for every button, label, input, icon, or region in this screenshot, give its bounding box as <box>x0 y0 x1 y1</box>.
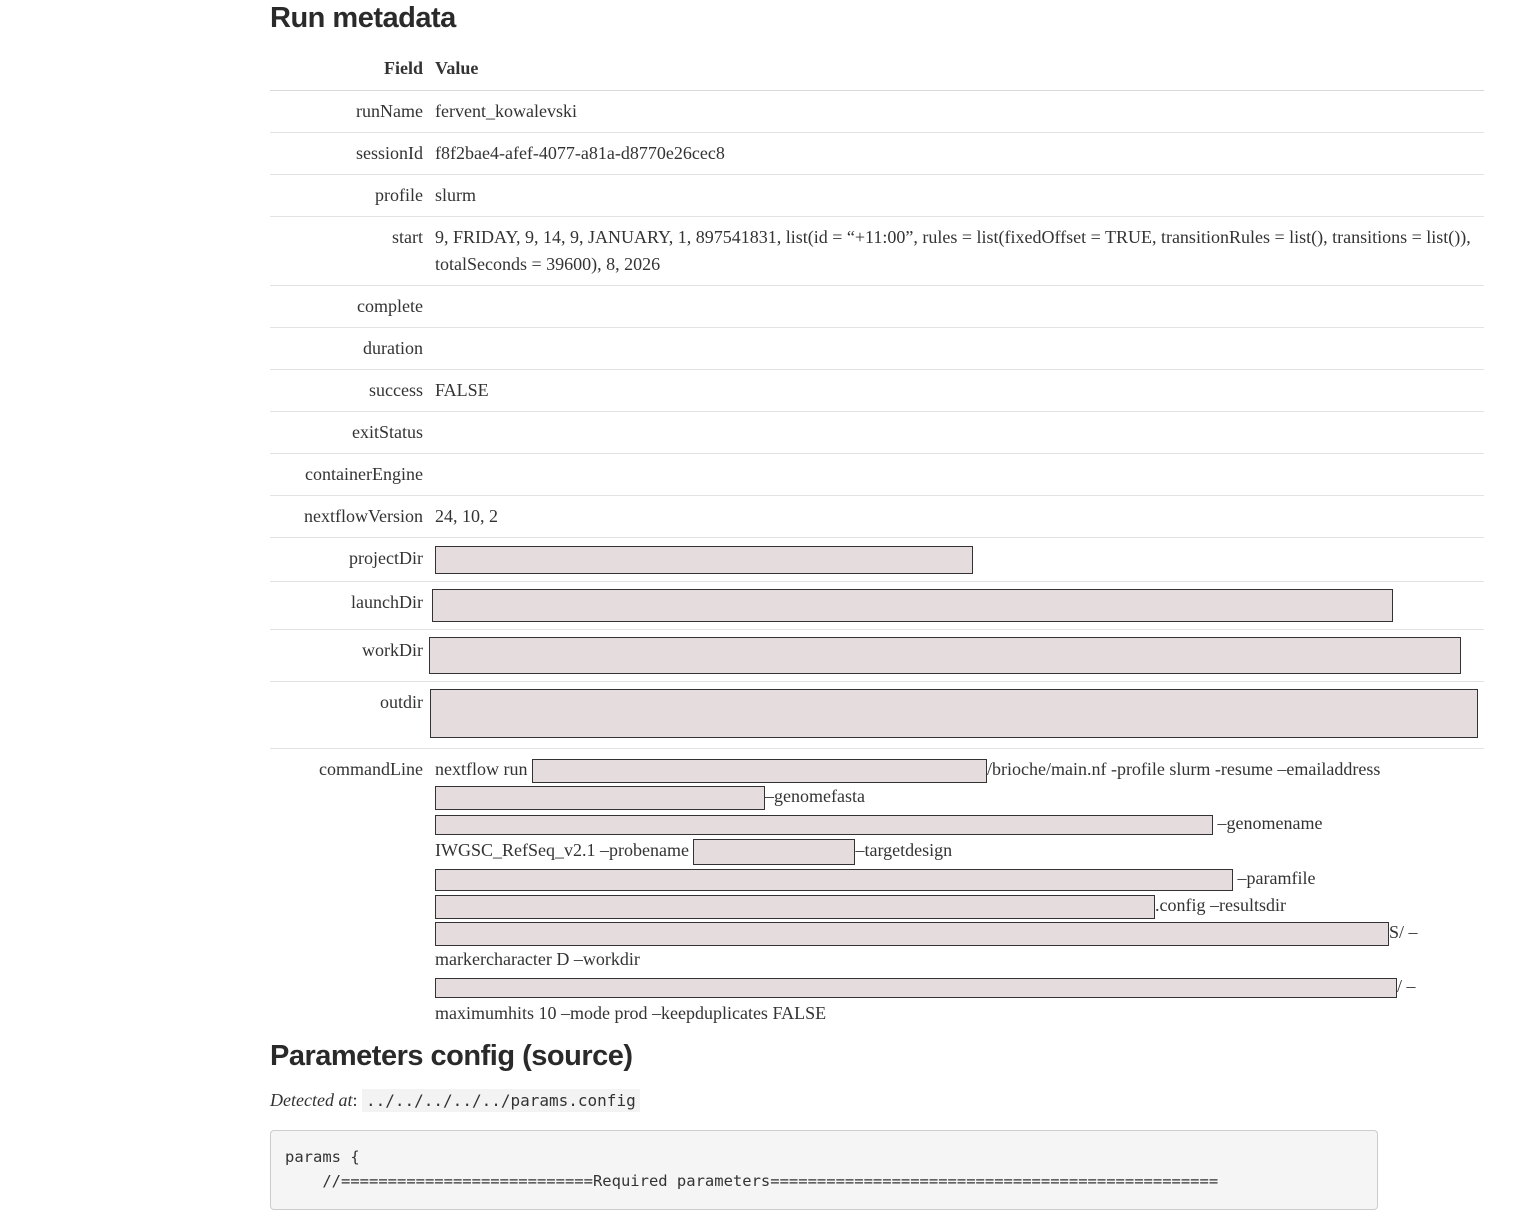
row-value <box>429 286 1484 328</box>
table-row <box>270 538 1484 582</box>
redaction-box <box>429 637 1461 674</box>
row-field: launchDir <box>270 581 429 629</box>
row-field: commandLine <box>270 748 429 1033</box>
header-field: Field <box>270 50 429 91</box>
row-value: 24, 10, 2 <box>429 496 1484 538</box>
table-row <box>270 454 1484 496</box>
detected-at-label: Detected at <box>270 1090 353 1110</box>
row-field: complete <box>270 286 429 328</box>
row-value: slurm <box>429 175 1484 217</box>
row-field: runName <box>270 91 429 133</box>
row-field: workDir <box>270 629 429 681</box>
redaction-box <box>532 759 987 783</box>
row-field: nextflowVersion <box>270 496 429 538</box>
table-row <box>270 286 1484 328</box>
code-line: params { <box>285 1148 360 1166</box>
row-value <box>429 581 1484 629</box>
metadata-table <box>270 50 1484 1034</box>
row-value: FALSE <box>429 370 1484 412</box>
table-row <box>270 629 1484 681</box>
command-line-text: nextflow run /brioche/main.nf -profile slurm -resume –emailaddress –genomefasta –genomename IWGSC_RefSeq_v2.1 –probename –targetdesign –paramfile .config –resultsdir S/ –markercharacter D –workdir / –maximumhits 10 –mode prod –keepduplicates FALSE <box>435 758 1418 1023</box>
table-row <box>270 496 1484 538</box>
redaction-box <box>435 895 1155 919</box>
row-field: projectDir <box>270 538 429 582</box>
redaction-box <box>435 815 1213 835</box>
row-value <box>429 681 1484 748</box>
table-row <box>270 748 1484 1033</box>
table-row <box>270 328 1484 370</box>
table-row <box>270 370 1484 412</box>
table-row <box>270 175 1484 217</box>
section-title-run-metadata: Run metadata <box>270 2 456 34</box>
row-value <box>429 412 1484 454</box>
table-row <box>270 217 1484 286</box>
row-value <box>429 328 1484 370</box>
redaction-box <box>432 589 1393 622</box>
row-field: profile <box>270 175 429 217</box>
table-row <box>270 681 1484 748</box>
table-header-row <box>270 50 1484 91</box>
row-field: exitStatus <box>270 412 429 454</box>
row-value: f8f2bae4-afef-4077-a81a-d8770e26cec8 <box>429 133 1484 175</box>
row-field: outdir <box>270 681 429 748</box>
table-row <box>270 133 1484 175</box>
row-field: success <box>270 370 429 412</box>
params-config-path: ../../../../../params.config <box>362 1089 640 1112</box>
row-value: 9, FRIDAY, 9, 14, 9, JANUARY, 1, 897541831, list(id = “+11:00”, rules = list(fixedOffset = TRUE, transitionRules = list(), transitions = list()), totalSeconds = 39600), 8, 2026 <box>429 217 1484 286</box>
header-value: Value <box>429 50 1484 91</box>
redaction-box <box>435 978 1397 998</box>
table-row <box>270 91 1484 133</box>
row-field: start <box>270 217 429 286</box>
redaction-box <box>435 786 765 810</box>
row-value <box>429 454 1484 496</box>
row-value <box>429 629 1484 681</box>
table-row <box>270 412 1484 454</box>
section-title-parameters-config: Parameters config (source) <box>270 1040 633 1072</box>
command-line-value <box>429 748 1484 1033</box>
table-row <box>270 581 1484 629</box>
row-value: fervent_kowalevski <box>429 91 1484 133</box>
row-value <box>429 538 1484 582</box>
redaction-box <box>693 839 855 865</box>
redaction-box <box>430 689 1478 738</box>
detected-at-line: Detected at: ../../../../../params.config <box>270 1090 640 1111</box>
row-field: sessionId <box>270 133 429 175</box>
params-code-block <box>270 1130 1378 1210</box>
redaction-box <box>435 869 1233 891</box>
code-line: //===========================Required parameters================================================ <box>285 1172 1219 1190</box>
redaction-box <box>435 922 1389 946</box>
redaction-box <box>435 546 973 574</box>
row-field: containerEngine <box>270 454 429 496</box>
row-field: duration <box>270 328 429 370</box>
